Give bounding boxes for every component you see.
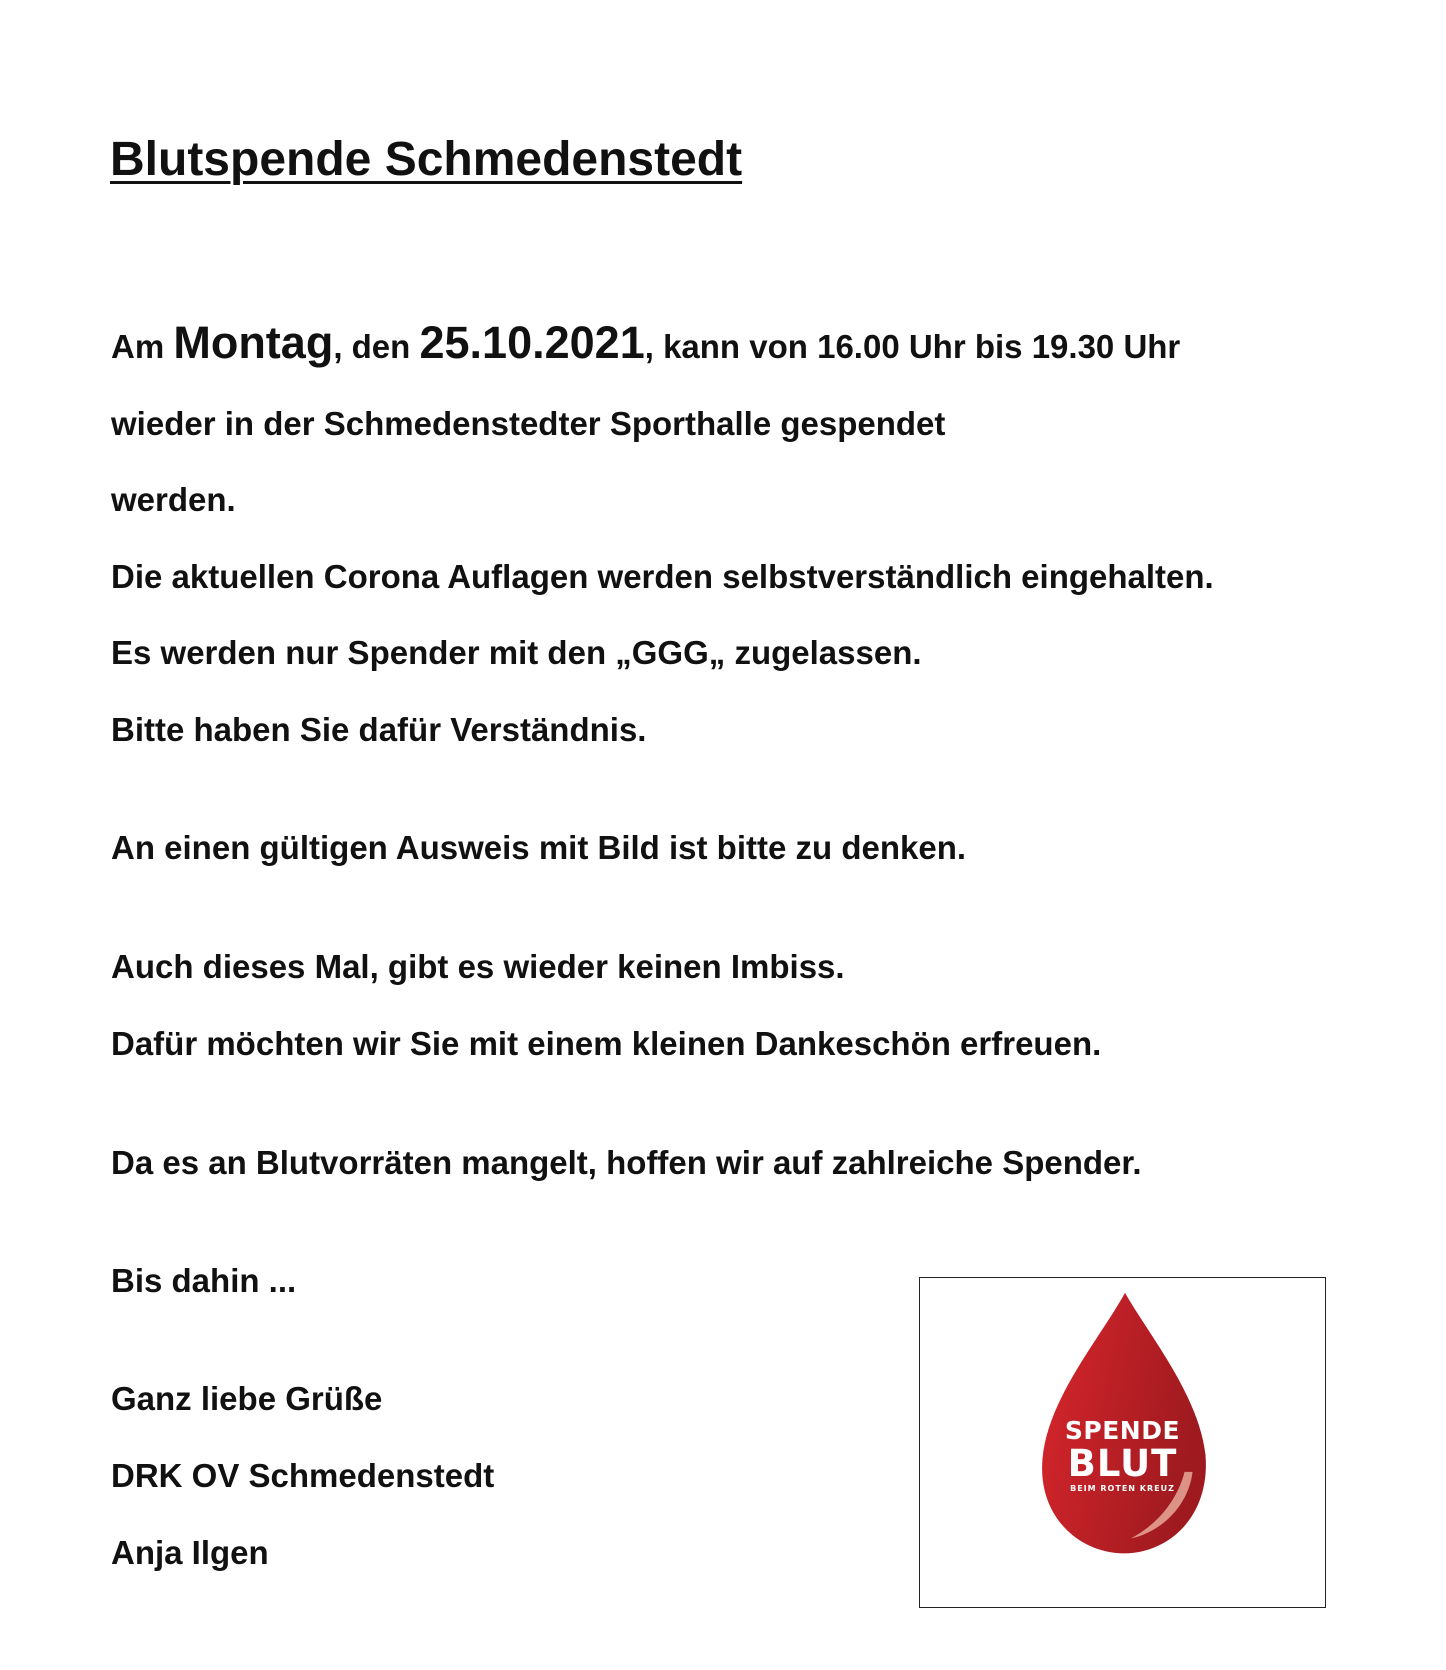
text-line-bis-dahin: Bis dahin ... — [111, 1262, 297, 1299]
page-title: Blutspende Schmedenstedt — [110, 133, 743, 186]
intro-part-2: , den — [333, 328, 420, 365]
text-line-blutvorraete: Da es an Blutvorräten mangelt, hoffen wir auf zahlreiche Spender. — [111, 1144, 1142, 1181]
text-line-ausweis: An einen gültigen Ausweis mit Bild ist bitte zu denken. — [111, 829, 967, 866]
signature-name: Anja Ilgen — [111, 1534, 269, 1571]
intro-part-1: Am — [111, 328, 174, 365]
signature-organisation: DRK OV Schmedenstedt — [111, 1457, 495, 1494]
intro-weekday: Montag — [173, 317, 334, 368]
intro-part-3: , kann von 16.00 Uhr bis 19.30 Uhr — [644, 328, 1181, 365]
text-line-verstaendnis: Bitte haben Sie dafür Verständnis. — [111, 711, 647, 748]
text-line-corona: Die aktuellen Corona Auflagen werden selbstverständlich eingehalten. — [111, 558, 1214, 595]
text-line-imbiss: Auch dieses Mal, gibt es wieder keinen Imbiss. — [111, 948, 845, 985]
logo-text-blut: BLUT — [1067, 1442, 1178, 1485]
text-line-ggg: Es werden nur Spender mit den „GGG„ zugelassen. — [111, 634, 922, 671]
text-line-location: wieder in der Schmedenstedter Sporthalle gespendet — [111, 405, 946, 442]
intro-date: 25.10.2021 — [419, 317, 645, 368]
logo-text-spende: SPENDE — [1064, 1416, 1181, 1445]
spende-blut-logo-box — [919, 1277, 1326, 1608]
text-line-werden: werden. — [111, 481, 236, 518]
intro-line — [111, 317, 1181, 368]
text-line-dankeschoen: Dafür möchten wir Sie mit einem kleinen Dankeschön erfreuen. — [111, 1025, 1102, 1062]
logo-text-roten-kreuz: BEIM ROTEN KREUZ — [1070, 1484, 1175, 1493]
closing-greeting: Ganz liebe Grüße — [111, 1380, 383, 1417]
